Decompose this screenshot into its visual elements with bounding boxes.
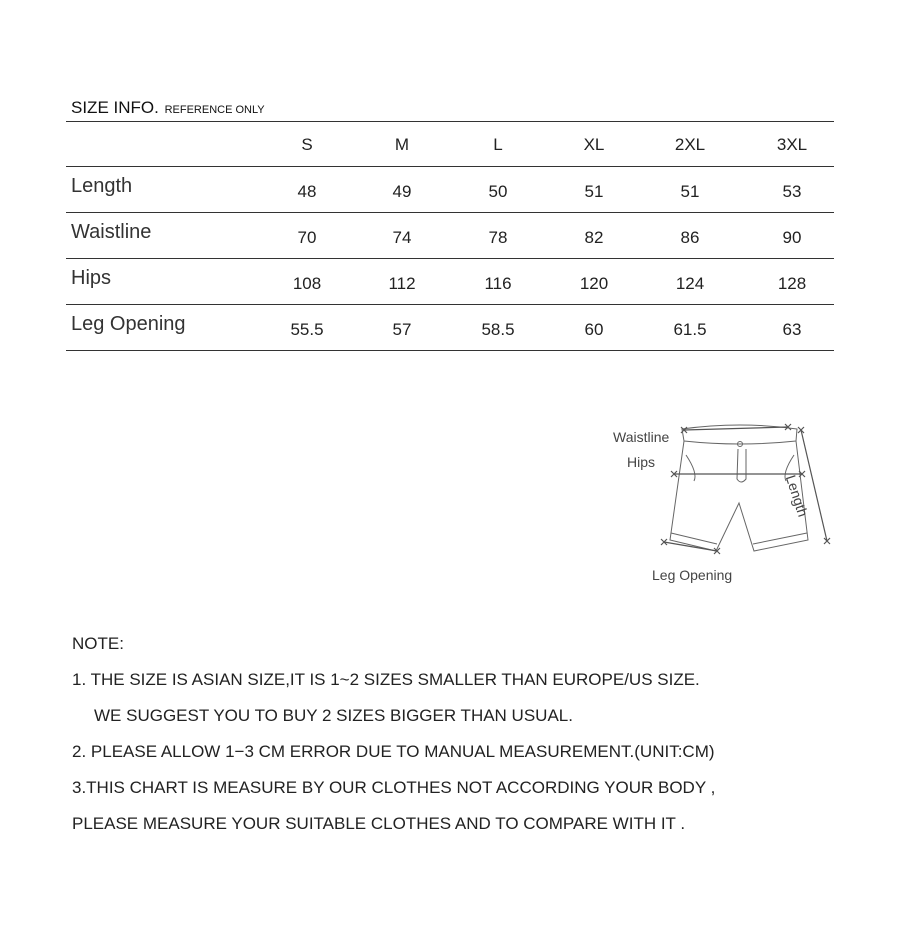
table-cell: 51 [680, 182, 700, 201]
table-cell: 90 [782, 228, 802, 247]
note-line: 3.THIS CHART IS MEASURE BY OUR CLOTHES NOT ACCORDING YOUR BODY , [72, 778, 716, 797]
table-cell: 86 [680, 228, 700, 247]
note-line: WE SUGGEST YOU TO BUY 2 SIZES BIGGER THAN USUAL. [94, 706, 573, 725]
row-label: Leg Opening [71, 313, 186, 335]
note-line: 2. PLEASE ALLOW 1−3 CM ERROR DUE TO MANUAL MEASUREMENT.(UNIT:CM) [72, 742, 715, 761]
column-header: 3XL [776, 135, 808, 154]
table-cell: 57 [392, 320, 412, 339]
title-main: SIZE INFO. [71, 98, 159, 117]
table-cell: 63 [782, 320, 802, 339]
table-cell: 48 [297, 182, 317, 201]
column-header: M [394, 135, 410, 154]
shorts-diagram [600, 415, 850, 595]
hips-label: Hips [627, 454, 656, 470]
column-header: XL [583, 135, 605, 154]
row-label: Hips [71, 267, 112, 289]
row-label: Length [71, 175, 133, 197]
table-cell: 78 [488, 228, 508, 247]
row-label: Waistline [71, 221, 152, 243]
table-cell: 51 [584, 182, 604, 201]
table-cell: 49 [392, 182, 412, 201]
table-row [66, 212, 834, 258]
table-cell: 53 [782, 182, 802, 201]
leg-opening-label: Leg Opening [652, 567, 733, 583]
waistline-label: Waistline [613, 429, 670, 445]
table-cell: 128 [777, 274, 807, 293]
table-cell: 112 [388, 274, 416, 293]
table-cell: 55.5 [290, 320, 324, 339]
note-line: 1. THE SIZE IS ASIAN SIZE,IT IS 1~2 SIZES SMALLER THAN EUROPE/US SIZE. [72, 670, 700, 689]
notes-heading: NOTE: [72, 634, 124, 653]
table-cell: 74 [392, 228, 412, 247]
column-header: 2XL [674, 135, 706, 154]
table-cell: 120 [579, 274, 609, 293]
note-line: PLEASE MEASURE YOUR SUITABLE CLOTHES AND TO COMPARE WITH IT . [72, 814, 686, 833]
page-title [71, 98, 265, 118]
table-row [66, 304, 834, 351]
table-header-row [66, 121, 834, 166]
column-header: S [301, 135, 313, 154]
table-cell: 58.5 [481, 320, 515, 339]
table-cell: 108 [292, 274, 322, 293]
table-cell: 60 [584, 320, 604, 339]
size-table [66, 121, 834, 351]
table-cell: 70 [297, 228, 317, 247]
table-cell: 116 [484, 274, 512, 293]
table-cell: 124 [675, 274, 705, 293]
title-subtitle: REFERENCE ONLY [164, 104, 265, 116]
table-cell: 61.5 [673, 320, 707, 339]
table-cell: 50 [488, 182, 508, 201]
table-row [66, 258, 834, 304]
length-label: Length [782, 473, 812, 519]
table-row [66, 166, 834, 212]
table-cell: 82 [584, 228, 604, 247]
column-header: L [493, 135, 503, 154]
